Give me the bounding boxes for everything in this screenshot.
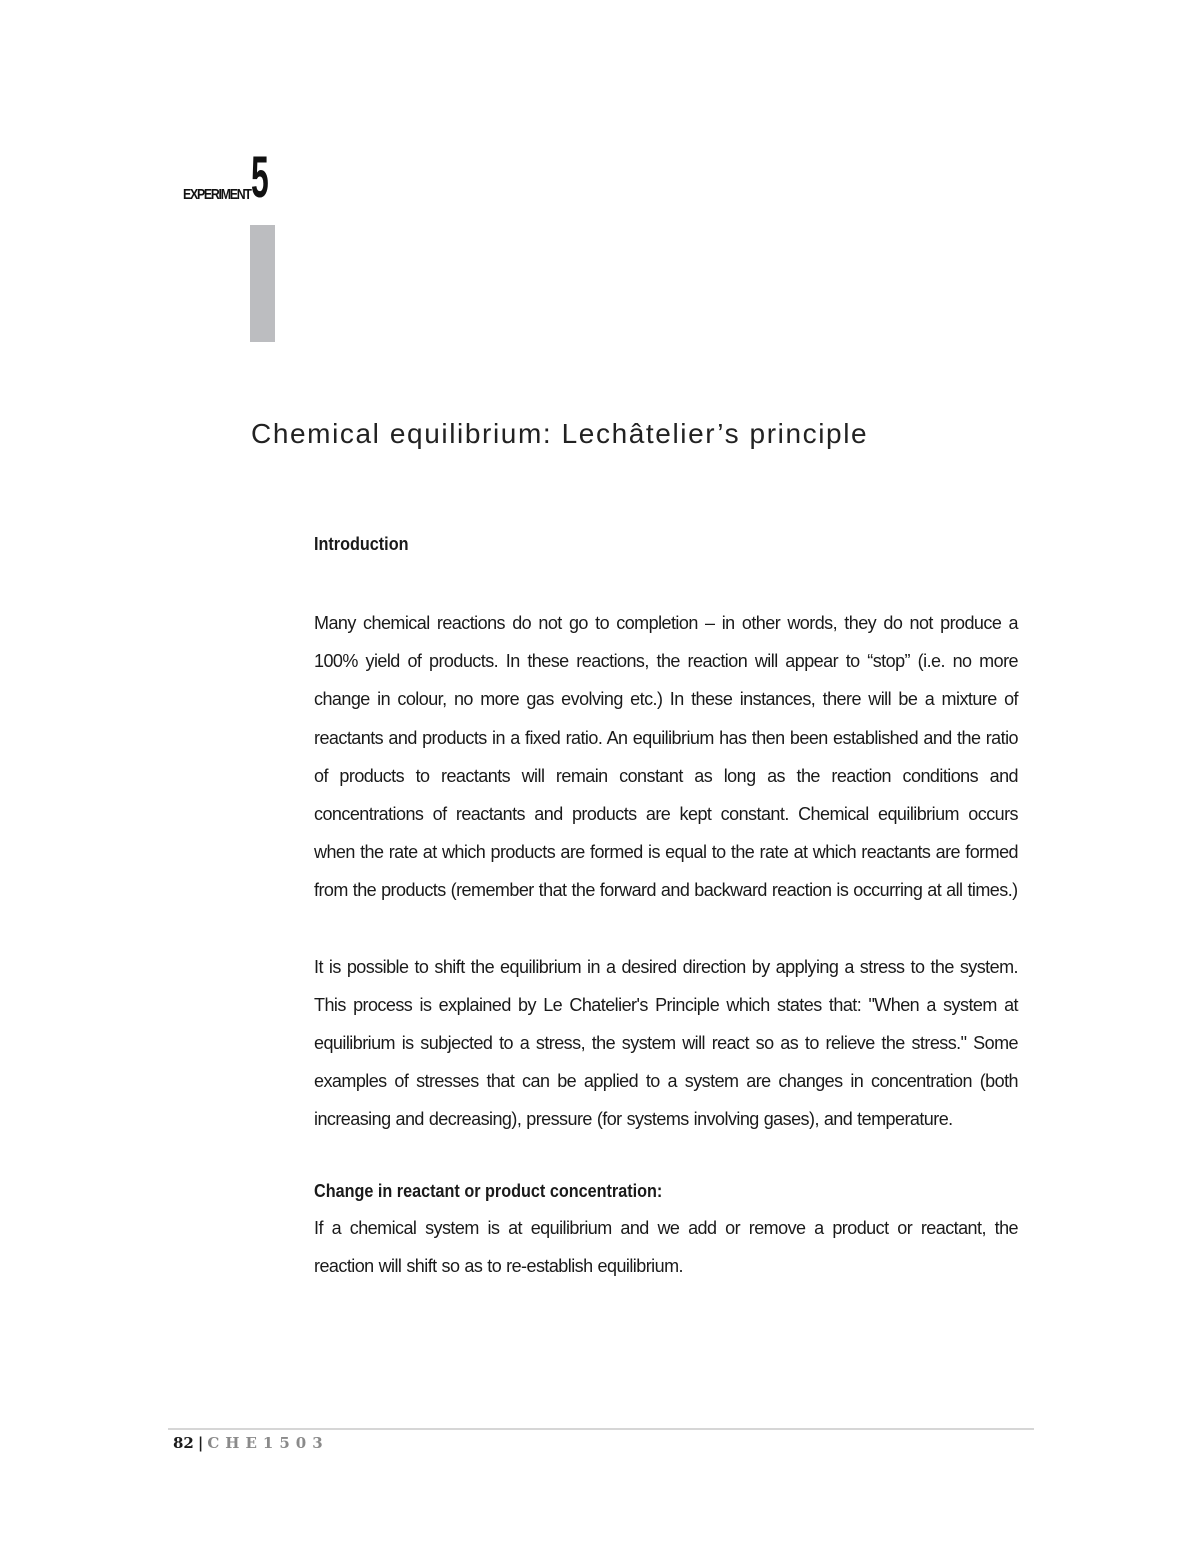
footer-divider <box>168 1428 1034 1430</box>
introduction-heading: Introduction <box>314 534 409 554</box>
experiment-label: EXPERIMENT <box>183 186 251 203</box>
footer-separator: | <box>197 1434 204 1452</box>
experiment-number: 5 <box>251 145 269 210</box>
concentration-section-paragraph: If a chemical system is at equilibrium and we add or remove a product or reactant, the reaction will shift so as to re-establish equilibrium. <box>314 1217 1018 1276</box>
page-title: Chemical equilibrium: Lechâtelier’s principle <box>251 418 869 449</box>
concentration-section-heading: Change in reactant or product concentration: <box>314 1180 663 1201</box>
page-number: 82 <box>173 1434 194 1452</box>
body-content <box>314 528 1018 1285</box>
page-footer <box>173 1434 329 1452</box>
course-code: CHE1503 <box>207 1434 329 1452</box>
chapter-marker-bar <box>250 225 275 342</box>
introduction-paragraph-1: Many chemical reactions do not go to completion – in other words, they do not produce a 100% yield of products. In these reactions, the reaction will appear to “stop” (i.e. no more change in colour, no more gas evolving etc.) In these instances, there will be a mixture of reactants and products in a fixed ratio. An equilibrium has then been established and the ratio of products to reactants will remain constant as long as the reaction conditions and concentrations of reactants and products are kept constant. Chemical equilibrium occurs when the rate at which products are formed is equal to the rate at which reactants are formed from the products (remember that the forward and backward reaction is occurring at all times.) <box>314 613 1018 901</box>
introduction-paragraph-2: It is possible to shift the equilibrium in a desired direction by applying a stress to the system. This process is explained by Le Chatelier's Principle which states that: "When a system at equilibrium is subjected to a stress, the system will react so as to relieve the stress." Some examples of stresses that can be applied to a system are changes in concentration (both increasing and decreasing), pressure (for systems involving gases), and temperature. <box>314 956 1018 1130</box>
